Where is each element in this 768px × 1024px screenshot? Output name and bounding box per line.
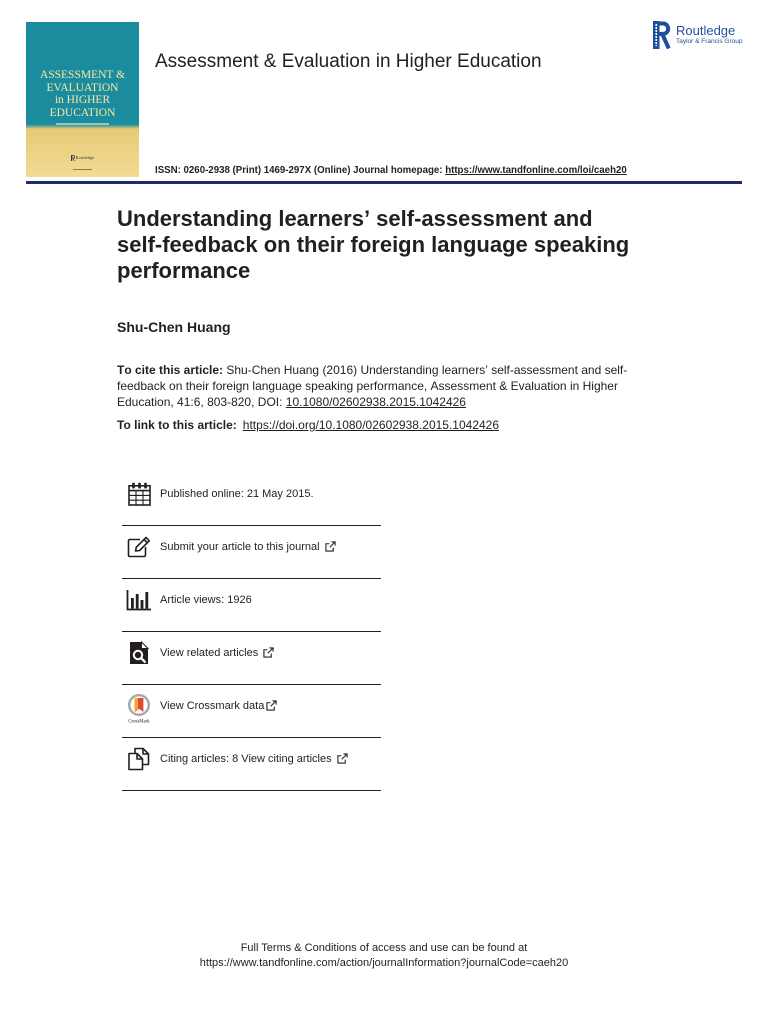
related-articles-link[interactable]: [122, 632, 381, 685]
crossmark-logo-text: CrossMark: [128, 719, 150, 724]
citation-block: [117, 362, 647, 410]
article-author: Shu-Chen Huang: [117, 319, 231, 335]
citing-articles-icon: [127, 747, 151, 771]
cover-publisher-name: Routledge: [75, 155, 95, 160]
calendar-icon: [127, 482, 151, 506]
published-online-row: [122, 473, 381, 526]
cover-routledge-icon: [71, 155, 75, 161]
publisher-name: Routledge: [676, 23, 736, 38]
cover-footer-line: [73, 169, 92, 170]
publisher-group: Taylor & Francis Group: [676, 38, 743, 45]
external-link-icon: [337, 753, 348, 764]
article-info-panel: [122, 473, 381, 791]
crossmark-text: View Crossmark data: [160, 699, 265, 712]
article-doi-url-link[interactable]: https://doi.org/10.1080/02602938.2015.1042426: [242, 418, 500, 432]
crossmark-link[interactable]: [122, 685, 381, 738]
routledge-wordmark: [676, 21, 742, 46]
routledge-logo: [653, 21, 742, 49]
cover-volume-line: [56, 123, 109, 125]
article-link-line: [117, 417, 499, 433]
link-label: To link to this article:: [117, 418, 237, 432]
submit-article-text: Submit your article to this journal: [160, 540, 320, 553]
header-rule: [26, 181, 742, 184]
cover-publisher-logo: [26, 155, 139, 161]
published-online-text: Published online: 21 May 2015.: [160, 487, 314, 500]
cover-title-line: ASSESSMENT &: [39, 69, 126, 81]
cover-title: [26, 69, 139, 119]
journal-cover-image: [26, 22, 139, 177]
routledge-r-icon: [653, 21, 671, 49]
issn-text: ISSN: 0260-2938 (Print) 1469-297X (Online) Journal homepage:: [155, 165, 446, 176]
cover-title-line: in HIGHER: [54, 94, 111, 106]
article-views-text: Article views: 1926: [160, 593, 252, 606]
terms-footer: [0, 941, 768, 971]
cover-title-line: EVALUATION: [46, 81, 119, 94]
external-link-icon: [325, 541, 336, 552]
doi-link[interactable]: 10.1080/02602938.2015.1042426: [285, 395, 466, 409]
crossmark-icon: [127, 694, 151, 724]
article-title: Understanding learners’ self-assessment and self-feedback on their foreign language speaking performance: [117, 206, 630, 283]
citing-articles-text: Citing articles: 8 View citing articles: [160, 752, 332, 765]
journal-homepage-link[interactable]: https://www.tandfonline.com/loi/caeh20: [445, 165, 627, 176]
cite-label: To cite this article:: [117, 363, 224, 377]
issn-line: [155, 165, 627, 177]
submit-article-link[interactable]: [122, 526, 381, 579]
external-link-icon: [266, 700, 277, 711]
related-articles-text: View related articles: [160, 646, 259, 659]
related-articles-icon: [127, 641, 151, 665]
external-link-icon: [263, 647, 274, 658]
bar-chart-icon: [127, 588, 151, 612]
article-views-row: [122, 579, 381, 632]
terms-text: Full Terms & Conditions of access and use can be found at: [240, 942, 528, 954]
edit-icon: [127, 535, 151, 559]
cover-title-line: EDUCATION: [49, 106, 116, 119]
cite-text: Shu-Chen Huang (2016) Understanding learners’ self-assessment and self-feedback on their foreign language speaking performance, Assessment & Evaluation in Higher Education, 41:6, 803-820, DOI:: [117, 363, 628, 409]
citing-articles-link[interactable]: [122, 738, 381, 791]
terms-url[interactable]: https://www.tandfonline.com/action/journalInformation?journalCode=caeh20: [199, 957, 569, 969]
journal-name: Assessment & Evaluation in Higher Education: [155, 51, 542, 72]
